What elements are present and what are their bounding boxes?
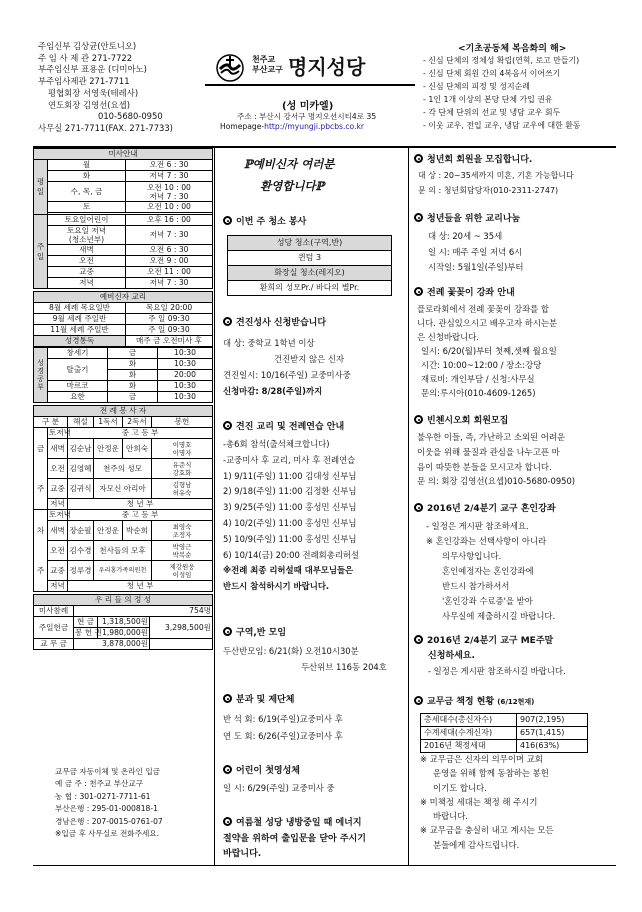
body-line: ※ 혼인강좌는 선택사항이 아니라	[426, 536, 547, 546]
body-line: 은 신청바랍니다.	[417, 332, 479, 342]
communion-body	[223, 782, 335, 795]
server-name: 안정운	[94, 521, 123, 541]
bank-line: 교무금 자동이체 및 온라인 입금	[55, 767, 161, 776]
cleaning-table	[227, 235, 392, 296]
body-line: 대 상 : 20~35세까지 미혼, 기혼 가능합니다	[418, 171, 574, 180]
body-line: 음이 따뜻한 분들을 모시고자 합니다.	[417, 461, 552, 472]
vincent-title	[414, 415, 508, 428]
bullet-icon	[223, 765, 232, 774]
body-line: 반 석 회: 6/19(주일)교중미사 후	[223, 714, 343, 724]
bible-time: 10:30	[158, 359, 213, 370]
server-col-head: 2독서	[123, 417, 152, 428]
homepage-label: Homepage-	[220, 122, 265, 131]
body-line: 반드시 참가하셔서	[442, 581, 510, 591]
flower-body	[417, 302, 557, 400]
body-line: 바랍니다.	[223, 849, 262, 859]
marriage-body	[426, 519, 555, 624]
flower-title	[414, 287, 515, 300]
offer-label: 주일헌금	[34, 617, 74, 639]
bible-day: 금	[108, 392, 158, 403]
youth-title-text: 청년회 회원을 모집합니다.	[427, 155, 533, 165]
server-slot: 토저녁	[49, 428, 72, 437]
body-line: 반드시 참석하시기 바랍니다.	[223, 581, 330, 592]
server-slot: 토저녁	[49, 510, 72, 519]
flower-title-text: 전례 꽃꽂이 강좌 안내	[427, 288, 515, 298]
clean-row: 성당 청소(구역,반)	[228, 236, 392, 251]
info-line: 주 임 사 제 관 271-7722	[38, 52, 133, 63]
info-line: 010-5680-0950	[98, 111, 163, 122]
catech-class: 11월 세례 주일반	[34, 325, 126, 336]
body-line: 바랍니다.	[433, 811, 469, 822]
liturgy-body	[223, 437, 359, 595]
info-line: 사무실 271-7711(FAX. 271-7733)	[38, 122, 173, 133]
body-line: 건진받지 않은 신자	[274, 354, 345, 364]
summer-title-text: 여름철 성당 냉방중일 때 에너지	[236, 818, 362, 828]
server-slot: 새벽	[48, 439, 68, 459]
offer-value: 1,318,500원	[98, 617, 150, 628]
server-name: 우리홍가족의원천	[94, 561, 152, 581]
me-body	[428, 665, 566, 678]
offer-value: 3,878,000원	[74, 639, 150, 650]
bullet-icon	[223, 421, 232, 430]
body-line: 이웃을 위해 물질과 관심을 나누고픈 마	[417, 446, 560, 457]
time-cell: 오전 11 : 00	[126, 267, 213, 278]
body-line: 의무사항입니다.	[442, 551, 502, 561]
group-geum-label: 금	[36, 443, 45, 453]
bank-line: 예 금 주 : 천주교 부산교구	[55, 779, 143, 789]
time-cell: 저녁 7 : 30	[126, 226, 213, 245]
offer-sublabel: 봉 헌 권	[75, 628, 102, 637]
catech-time: 목요일 20:00	[126, 303, 213, 314]
server-name: 김수경	[68, 541, 94, 561]
body-line: -총6회 참석(출석체크합니다)	[223, 439, 330, 449]
body-line: 5) 10/9(주일) 11:00 홍성민 신부님	[223, 533, 357, 544]
liturgy-title-text: 견진 교리 및 전례연습 안내	[236, 422, 345, 432]
me-title	[414, 635, 553, 648]
server-name: 박영근 박복순	[152, 541, 213, 561]
body-line: 문 의: 회장 김영선(요셉)010-5680-0950)	[417, 476, 576, 487]
groups-title-text: 분과 및 제단체	[236, 695, 295, 705]
server-name: 김형남 허유숙	[152, 479, 213, 499]
catech-header: 예비신자 교리	[34, 292, 213, 303]
body-line: 일 시: 매주 주일 저녁 6시	[428, 246, 523, 257]
bank-info	[55, 766, 205, 840]
bullet-icon	[223, 216, 232, 225]
clean-row: 화장실 청소(레지오)	[228, 266, 392, 281]
time-cell: 저녁 7 : 30	[126, 278, 213, 289]
alms-value: 657(1,415)	[517, 727, 588, 740]
bullet-icon	[414, 696, 423, 705]
day-cell: 월	[48, 160, 126, 171]
group-cha-label: 차	[36, 525, 45, 535]
youth-edu-title-text: 청년들을 위한 교리나눔	[427, 214, 521, 224]
server-slot: 교중	[48, 561, 68, 581]
alms-table	[420, 713, 588, 753]
day-cell: 새벽	[48, 245, 126, 256]
body-line: 신청마감: 8/28(주일)까지	[223, 386, 323, 396]
bank-line: ※입금 후 사무실로 전화주세요.	[55, 829, 160, 839]
cleaning-title	[223, 216, 306, 229]
body-line: 운영을 위해 함께 동참하는 봉헌	[433, 768, 549, 779]
alms-notes	[420, 752, 554, 852]
body-line: 견진일시: 10/16(주일) 교중미사중	[223, 370, 351, 380]
district-body	[223, 643, 387, 675]
principle-item: - 신심 단체 회원 간의 4복음서 이어쓰기	[423, 68, 561, 78]
weekday-label: 평일	[34, 160, 48, 215]
confirmation-body	[223, 335, 351, 399]
day-cell: 토요일 저녁 (청소년부)	[48, 226, 126, 245]
server-col-head: 구 분	[34, 417, 68, 428]
body-line: ※ 교무금을 충실히 내고 계시는 모든	[420, 825, 554, 836]
bible-day: 금	[108, 348, 158, 359]
alms-value: 907(2,195)	[517, 714, 588, 727]
body-line: 1) 9/11(주일) 11:00 김대성 신부님	[223, 470, 357, 481]
body-line: -교중미사 후 교리, 미사 후 전례연습	[223, 454, 356, 465]
groups-title	[223, 694, 294, 707]
catech-time: 주 일 09:30	[126, 314, 213, 325]
principle-item: - 신심 단체의 피정 및 성지순례	[423, 81, 530, 91]
alms-label: 총세대수(총신자수)	[421, 714, 517, 727]
mass-header: 미사안내	[34, 149, 213, 160]
bullet-icon	[223, 627, 232, 636]
bank-line: 부산은행 : 295-01-000818-1	[55, 804, 158, 814]
body-line: 재료비: 개인부담 / 신청:사무실	[421, 374, 535, 384]
youth-title	[414, 154, 532, 167]
bible-book: 탈출기	[48, 359, 108, 381]
bible-day: 화	[108, 381, 158, 392]
bullet-icon	[414, 213, 423, 222]
body-line: 니다. 관심있으시고 배우고자 하시는분	[417, 318, 558, 328]
time-cell: 오전 6 : 30	[126, 245, 213, 256]
server-slot: 오전	[48, 541, 68, 561]
address: 주소 : 부산시 강서구 명지오션시티4로 35	[237, 112, 377, 121]
server-slot: 새벽	[48, 521, 68, 541]
catech-time: 주 일 09:30	[126, 325, 213, 336]
bible-day: 화	[108, 359, 158, 370]
youth-body	[418, 168, 574, 198]
principle-item: - 이웃 교우, 전입 교우, 냉담 교우에 대한 환동	[423, 120, 581, 130]
server-name: 안정운	[94, 439, 123, 459]
youth-edu-body	[428, 229, 524, 276]
vincent-title-text: 빈첸시오회 회원모집	[427, 416, 509, 426]
liturgy-title	[223, 421, 344, 434]
time-cell: 오전 9 : 00	[126, 256, 213, 267]
homepage-link[interactable]: http://myungji.pbcbs.co.kr	[264, 122, 365, 131]
bible-book: 마르코	[48, 381, 108, 392]
server-name: 이명호 이명자	[152, 439, 213, 459]
day-cell: 교중	[48, 267, 126, 278]
body-line: 사무실에 제출하시길 바랍니다.	[442, 611, 556, 621]
body-line: 혼인예정자는 혼인강좌에	[442, 566, 534, 576]
bullet-icon	[223, 317, 232, 326]
body-line: - 일정은 게시판 참조하시길 바랍니다.	[428, 666, 566, 676]
bullet-icon	[223, 694, 232, 703]
server-slot: 오전	[48, 459, 68, 479]
marriage-title-text: 2016년 2/4분기 교구 혼인강좌	[427, 504, 556, 514]
body-line: 2) 9/18(주일) 11:00 김정환 신부님	[223, 486, 357, 497]
bible-study-label: 성경공부	[34, 348, 48, 403]
column-divider-1	[214, 146, 215, 865]
body-line: 일시: 6/20(월)부터 첫째,셋째 월요일	[421, 346, 557, 356]
bullet-icon	[414, 635, 423, 644]
clean-row: 퀸텀 3	[228, 251, 392, 266]
alms-title-text: 교무금 책정 현황	[427, 697, 495, 707]
day-cell: 오전	[48, 256, 126, 267]
offering-header: 우 리 들 의 정 성	[34, 595, 213, 606]
me-title-2: 신청하세요.	[428, 651, 475, 661]
groups-body	[223, 711, 343, 745]
header-left-info	[38, 41, 218, 135]
mass-schedule-table	[33, 148, 213, 650]
day-cell: 화	[48, 171, 126, 182]
confirmation-title-text: 견진성사 신청받습니다	[236, 318, 327, 328]
clean-row: 환희의 성모Pr./ 바다의 별Pr.	[228, 281, 392, 296]
bullet-icon	[414, 154, 423, 163]
body-line: 6) 10/14(금) 20:00 전례회총리허설	[223, 549, 360, 560]
bible-time: 10:30	[158, 392, 213, 403]
time-cell: 오전 10 : 00	[126, 202, 213, 213]
bullet-icon	[414, 287, 423, 296]
info-line: 연도회장 김영선(요셉)	[48, 99, 131, 110]
weekend-label: 주일	[34, 215, 48, 289]
principle-item: - 1인 1개 이상의 본당 단체 가입 권유	[423, 94, 553, 104]
body-line: 3) 9/25(주일) 11:00 홍성민 신부님	[223, 502, 357, 513]
confirmation-title	[223, 317, 326, 330]
communion-title-text: 어린이 첫영성체	[236, 766, 300, 776]
title-underline	[205, 84, 415, 86]
communion-title	[223, 765, 300, 778]
body-line: 분들에게 감사드립니다.	[433, 839, 520, 850]
server-names: 중 고 등 부	[68, 428, 213, 439]
bullet-icon	[414, 415, 423, 424]
alms-title	[414, 696, 534, 709]
parish-prefix	[252, 55, 282, 75]
info-line: 부주임사제관 271-7711	[38, 76, 130, 87]
body-line: 대 상: 20세 ~ 35세	[428, 231, 503, 241]
time-cell: 오후 16 : 00	[126, 215, 213, 226]
server-name: 정루경	[68, 561, 94, 581]
column-divider-2	[408, 146, 409, 865]
server-slot: 교중	[48, 479, 68, 499]
offer-empty	[150, 639, 213, 650]
summer-body	[223, 832, 366, 862]
body-line: ※ 미책정 세대는 책정 해 주시기	[420, 796, 538, 807]
offer-label: 미사참례	[34, 606, 74, 617]
parish-name: 명지성당	[288, 55, 366, 79]
body-line: ※ 교무금은 신자의 의무이며 교회	[420, 754, 543, 764]
offer-value: 1,980,000원	[98, 628, 150, 639]
offer-sublabel: 현 금	[74, 617, 98, 628]
server-names: 중 고 등 부	[68, 510, 213, 521]
alms-label: 2016년 책정세대	[421, 740, 517, 753]
marriage-title	[414, 503, 556, 516]
server-slot: 저녁	[48, 499, 68, 510]
group-cha: 차 주	[34, 510, 48, 592]
bullet-icon	[223, 817, 232, 826]
info-line: 부주임신부 표용운 (디미아노)	[38, 64, 147, 75]
offer-value: 754명	[74, 606, 213, 617]
bank-line: 농 협 : 301-0271-7711-61	[55, 791, 151, 801]
body-line: 이기도 합니다.	[433, 782, 487, 793]
info-line: 평협회장 서영욱(테레사)	[48, 87, 139, 98]
server-col-head: 1독서	[94, 417, 123, 428]
catech-class: 8월 세례 목요일반	[34, 303, 126, 314]
welcome-line-2: 환영합니다ℙ	[260, 179, 325, 193]
body-line: 대 상: 중학교 1학년 이상	[223, 338, 315, 348]
server-slot: 저녁	[48, 581, 68, 592]
server-name: 유준식 강효화	[152, 459, 213, 479]
bible-day: 화	[108, 370, 158, 381]
homepage	[220, 122, 364, 131]
body-line: 불우한 이들, 즉, 가난하고 소외된 어려운	[417, 432, 566, 442]
body-line: - 일정은 게시판 참조하세요.	[426, 521, 529, 531]
servers-header: 전 례 봉 사 자	[34, 406, 213, 417]
alms-value: 416(63%)	[517, 740, 588, 753]
server-col-head: 해설	[68, 417, 94, 428]
alms-date: (6/12현재)	[497, 698, 535, 706]
district-title-text: 구역,반 모임	[236, 628, 287, 638]
body-line: 문의:루시아(010-4609-1265)	[421, 388, 536, 398]
parish-prefix-1: 천주교	[252, 55, 276, 64]
server-name: 장순필	[68, 521, 94, 541]
body-line: 시간: 10:00~12:00 / 장소:강당	[421, 360, 542, 370]
catech-class: 9월 세례 주일반	[34, 314, 126, 325]
body-line: ※전례 최종 리허설때 대부모님들은	[223, 565, 354, 576]
bible-reading-label: 성경통독	[34, 336, 126, 347]
server-name: 김순남	[68, 439, 94, 459]
day-cell: 저녁	[48, 278, 126, 289]
server-name: 자모신 아리아	[94, 479, 152, 499]
bank-line: 경남은행 : 207-0015-0761-07	[55, 816, 163, 826]
bible-reading-time: 매주 금 오전미사 후	[126, 336, 213, 347]
parish-emblem-icon	[215, 53, 245, 83]
summer-title	[223, 817, 362, 830]
welcome-line-1: ℙ예비신자 여러분	[244, 157, 335, 171]
bullet-icon	[414, 503, 423, 512]
server-name: 김영혜	[68, 459, 94, 479]
server-name: 천주의 성모	[94, 459, 152, 479]
parish-prefix-2: 부산교구	[252, 65, 283, 74]
day-cell: 토	[48, 202, 126, 213]
body-line: 문 의 : 청년회담당자(010-2311-2747)	[418, 186, 559, 195]
bottom-rule	[33, 865, 616, 866]
server-col-head: 봉헌	[152, 417, 213, 428]
offer-label: 교 무 금	[34, 639, 74, 650]
body-line: 일 시: 6/29(주일) 교중미사 중	[223, 783, 335, 793]
principle-item: - 각 단체 단위의 선교 및 냉담 교우 회두	[423, 107, 561, 117]
time-cell: 오전 10 : 00 저녁 7 : 30	[126, 182, 213, 202]
body-line: 시작일: 5월1일(주일)부터	[428, 262, 524, 272]
youth-edu-title	[414, 213, 520, 226]
body-line: 연 도 회: 6/26(주일)교중미사 후	[223, 731, 343, 741]
bible-book: 요한	[48, 392, 108, 403]
alms-label: 수계세대(수계신자)	[421, 727, 517, 740]
principles-list	[423, 55, 623, 132]
body-line: 두산반모임: 6/21(화) 오전10시30분	[223, 646, 359, 656]
server-name: 청 년 부	[68, 499, 213, 510]
district-title	[223, 627, 286, 640]
bible-time: 10:30	[158, 381, 213, 392]
day-cell: 수, 목, 금	[48, 182, 126, 202]
vincent-body	[417, 430, 575, 489]
body-line: '혼인강좌 수료증'을 받아	[442, 596, 533, 606]
body-line: 두산위브 116동 204호	[301, 662, 387, 672]
bible-time: 20:00	[158, 370, 213, 381]
patron: (성 미카엘)	[282, 101, 334, 112]
me-title-text: 2016년 2/4분기 교구 ME주말	[427, 636, 554, 646]
server-name: 박순희	[123, 521, 152, 541]
server-name: 청 년 부	[68, 581, 213, 592]
body-line: 플로라회에서 전례 꽃꽂이 강좌를 합	[417, 304, 550, 314]
group-geum: 금 주	[34, 428, 48, 510]
body-line: 절약을 위하여 출입문을 닫아 주시기	[223, 834, 366, 844]
server-name: 김귀식	[68, 479, 94, 499]
server-name: 최영숙 조정자	[152, 521, 213, 541]
server-name: 천사들의 모후	[94, 541, 152, 561]
time-cell: 저녁 7 : 30	[126, 171, 213, 182]
time-cell: 오전 6 : 30	[126, 160, 213, 171]
principles-title: <기초공동체 복음화의 해>	[458, 44, 567, 54]
server-name: 제강원웅 이성임	[152, 561, 213, 581]
body-line: 4) 10/2(주일) 11:00 홍성민 신부님	[223, 517, 357, 528]
cleaning-title-text: 이번 주 청소 봉사	[236, 217, 307, 227]
principle-item: - 신심 단체의 정체성 확립(연혁, 로고 만들기)	[423, 56, 580, 65]
info-line: 주임신부 김상균(안토니오)	[38, 41, 137, 51]
server-name: 안희숙	[123, 439, 152, 459]
day-cell: 토요일어린이	[48, 215, 126, 226]
offer-total: 3,298,500원	[150, 617, 213, 639]
bible-book: 창세기	[48, 348, 108, 359]
bible-time: 10:30	[158, 348, 213, 359]
